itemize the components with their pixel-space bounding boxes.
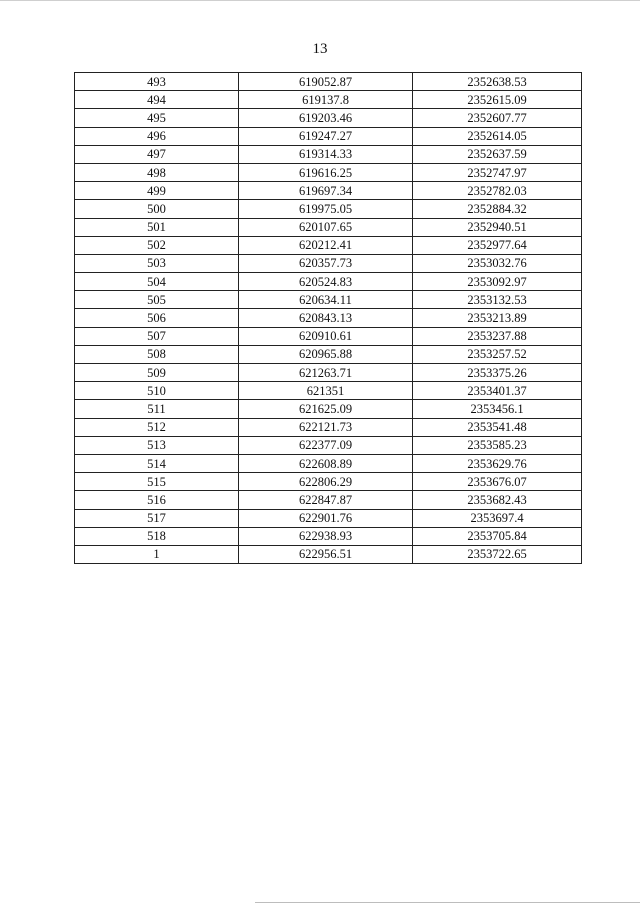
- point-number-cell: 494: [75, 91, 239, 109]
- point-number-cell: 504: [75, 273, 239, 291]
- point-number-cell: 505: [75, 291, 239, 309]
- table-row: [75, 109, 582, 127]
- y-coordinate-cell: 2353401.37: [413, 382, 582, 400]
- table-row: [75, 364, 582, 382]
- table-row: [75, 182, 582, 200]
- y-coordinate-cell: 2353585.23: [413, 436, 582, 454]
- y-coordinate-cell: 2352977.64: [413, 236, 582, 254]
- y-coordinate-cell: 2353092.97: [413, 273, 582, 291]
- y-coordinate-cell: 2353705.84: [413, 527, 582, 545]
- table-row: [75, 509, 582, 527]
- point-number-cell: 495: [75, 109, 239, 127]
- x-coordinate-cell: 619052.87: [239, 73, 413, 91]
- y-coordinate-cell: 2353697.4: [413, 509, 582, 527]
- point-number-cell: 500: [75, 200, 239, 218]
- x-coordinate-cell: 620965.88: [239, 345, 413, 363]
- point-number-cell: 511: [75, 400, 239, 418]
- table-row: [75, 127, 582, 145]
- point-number-cell: 506: [75, 309, 239, 327]
- x-coordinate-cell: 619247.27: [239, 127, 413, 145]
- point-number-cell: 502: [75, 236, 239, 254]
- point-number-cell: 514: [75, 454, 239, 472]
- table-row: [75, 473, 582, 491]
- y-coordinate-cell: 2352607.77: [413, 109, 582, 127]
- table-row: [75, 436, 582, 454]
- point-number-cell: 501: [75, 218, 239, 236]
- x-coordinate-cell: 621263.71: [239, 364, 413, 382]
- point-number-cell: 498: [75, 163, 239, 181]
- x-coordinate-cell: 622956.51: [239, 545, 413, 563]
- table-row: [75, 73, 582, 91]
- x-coordinate-cell: 619203.46: [239, 109, 413, 127]
- x-coordinate-cell: 619314.33: [239, 145, 413, 163]
- point-number-cell: 512: [75, 418, 239, 436]
- x-coordinate-cell: 620212.41: [239, 236, 413, 254]
- x-coordinate-cell: 622608.89: [239, 454, 413, 472]
- y-coordinate-cell: 2353213.89: [413, 309, 582, 327]
- x-coordinate-cell: 619697.34: [239, 182, 413, 200]
- x-coordinate-cell: 620634.11: [239, 291, 413, 309]
- x-coordinate-cell: 619616.25: [239, 163, 413, 181]
- y-coordinate-cell: 2353682.43: [413, 491, 582, 509]
- point-number-cell: 1: [75, 545, 239, 563]
- point-number-cell: 508: [75, 345, 239, 363]
- y-coordinate-cell: 2352638.53: [413, 73, 582, 91]
- x-coordinate-cell: 622377.09: [239, 436, 413, 454]
- table-row: [75, 454, 582, 472]
- table-row: [75, 200, 582, 218]
- point-number-cell: 517: [75, 509, 239, 527]
- point-number-cell: 509: [75, 364, 239, 382]
- y-coordinate-cell: 2352747.97: [413, 163, 582, 181]
- x-coordinate-cell: 620357.73: [239, 254, 413, 272]
- table-row: [75, 163, 582, 181]
- point-number-cell: 510: [75, 382, 239, 400]
- y-coordinate-cell: 2352614.05: [413, 127, 582, 145]
- x-coordinate-cell: 622121.73: [239, 418, 413, 436]
- y-coordinate-cell: 2353541.48: [413, 418, 582, 436]
- table-row: [75, 491, 582, 509]
- point-number-cell: 515: [75, 473, 239, 491]
- table-row: [75, 345, 582, 363]
- table-row: [75, 236, 582, 254]
- point-number-cell: 493: [75, 73, 239, 91]
- point-number-cell: 516: [75, 491, 239, 509]
- y-coordinate-cell: 2353132.53: [413, 291, 582, 309]
- page-number: 13: [312, 41, 328, 57]
- y-coordinate-cell: 2353257.52: [413, 345, 582, 363]
- page-edge-bottom: [255, 902, 640, 903]
- point-number-cell: 507: [75, 327, 239, 345]
- table-row: [75, 545, 582, 563]
- y-coordinate-cell: 2353237.88: [413, 327, 582, 345]
- page-edge-top: [0, 0, 640, 1]
- table-row: [75, 254, 582, 272]
- table-row: [75, 327, 582, 345]
- y-coordinate-cell: 2352884.32: [413, 200, 582, 218]
- y-coordinate-cell: 2352782.03: [413, 182, 582, 200]
- point-number-cell: 513: [75, 436, 239, 454]
- table-row: [75, 145, 582, 163]
- table-row: [75, 218, 582, 236]
- table-row: [75, 273, 582, 291]
- y-coordinate-cell: 2353032.76: [413, 254, 582, 272]
- y-coordinate-cell: 2353722.65: [413, 545, 582, 563]
- x-coordinate-cell: 620524.83: [239, 273, 413, 291]
- x-coordinate-cell: 619975.05: [239, 200, 413, 218]
- y-coordinate-cell: 2353629.76: [413, 454, 582, 472]
- y-coordinate-cell: 2353375.26: [413, 364, 582, 382]
- y-coordinate-cell: 2352637.59: [413, 145, 582, 163]
- x-coordinate-cell: 620107.65: [239, 218, 413, 236]
- point-number-cell: 497: [75, 145, 239, 163]
- y-coordinate-cell: 2352940.51: [413, 218, 582, 236]
- point-number-cell: 499: [75, 182, 239, 200]
- table-row: [75, 291, 582, 309]
- y-coordinate-cell: 2353456.1: [413, 400, 582, 418]
- table-row: [75, 400, 582, 418]
- x-coordinate-cell: 622806.29: [239, 473, 413, 491]
- x-coordinate-cell: 622901.76: [239, 509, 413, 527]
- table-row: [75, 91, 582, 109]
- coordinates-table-body: [75, 73, 582, 564]
- x-coordinate-cell: 619137.8: [239, 91, 413, 109]
- table-row: [75, 309, 582, 327]
- y-coordinate-cell: 2353676.07: [413, 473, 582, 491]
- table-row: [75, 382, 582, 400]
- x-coordinate-cell: 622847.87: [239, 491, 413, 509]
- x-coordinate-cell: 620910.61: [239, 327, 413, 345]
- point-number-cell: 496: [75, 127, 239, 145]
- table-row: [75, 527, 582, 545]
- point-number-cell: 503: [75, 254, 239, 272]
- x-coordinate-cell: 620843.13: [239, 309, 413, 327]
- x-coordinate-cell: 621625.09: [239, 400, 413, 418]
- coordinates-table: [74, 72, 582, 564]
- x-coordinate-cell: 621351: [239, 382, 413, 400]
- y-coordinate-cell: 2352615.09: [413, 91, 582, 109]
- x-coordinate-cell: 622938.93: [239, 527, 413, 545]
- point-number-cell: 518: [75, 527, 239, 545]
- table-row: [75, 418, 582, 436]
